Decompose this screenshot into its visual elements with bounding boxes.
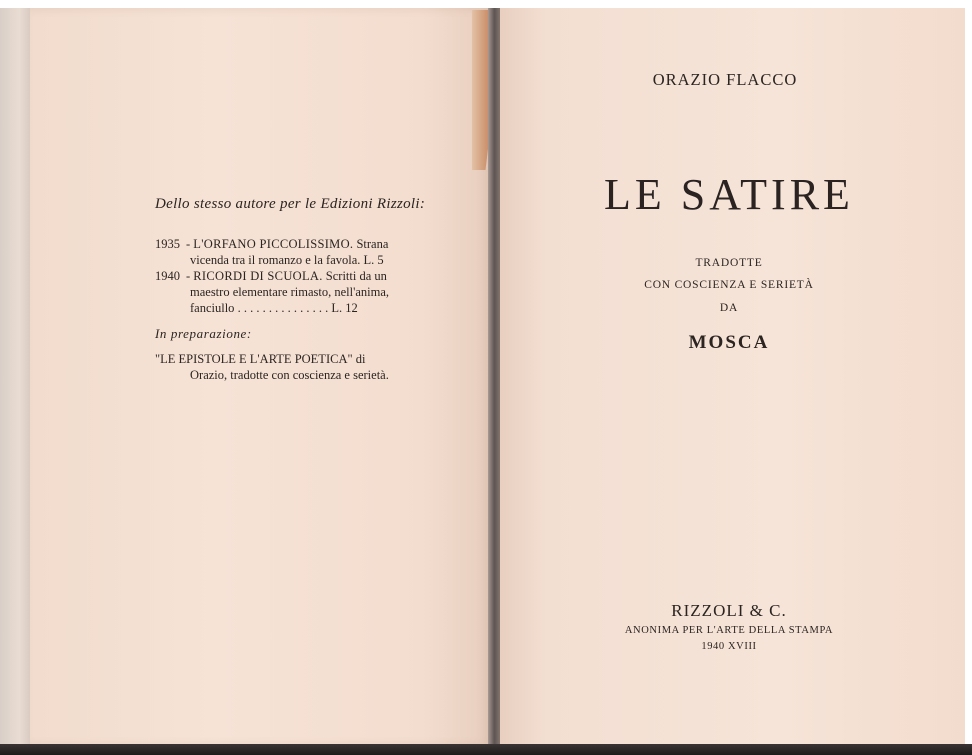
publisher-subtitle: ANONIMA PER L'ARTE DELLA STAMPA	[624, 625, 834, 636]
in-preparation-line: "LE EPISTOLE E L'ARTE POETICA" di	[155, 352, 366, 366]
work-price: L. 5	[363, 253, 384, 267]
book-title: LE SATIRE	[604, 170, 854, 219]
work-desc: Scritti da un	[325, 269, 387, 283]
in-preparation-label: In preparazione:	[155, 326, 252, 341]
scan-bottom-edge	[0, 744, 972, 755]
dot-leader: . . . . . . . . . . . . . . .	[237, 301, 329, 315]
work-desc: fanciullo	[190, 301, 235, 315]
translator-name: MOSCA	[688, 332, 770, 353]
work-desc: Strana	[356, 237, 389, 251]
in-preparation-line: Orazio, tradotte con coscienza e serietà.	[190, 368, 389, 382]
work-title-line: - RICORDI DI SCUOLA. Scritti da un	[186, 269, 387, 283]
work-desc: vicenda tra il romanzo e la favola.	[190, 253, 361, 267]
subtitle-line: DA	[719, 302, 739, 314]
work-title: RICORDI DI SCUOLA.	[193, 269, 323, 283]
work-desc-line: maestro elementare rimasto, nell'anima,	[190, 285, 390, 299]
back-cover-edge	[0, 8, 32, 746]
publication-year: 1940 XVIII	[701, 641, 757, 652]
publisher-name: RIZZOLI & C.	[671, 601, 787, 620]
author-name: ORAZIO FLACCO	[652, 70, 798, 89]
scan-right-margin	[965, 8, 972, 746]
work-year: 1940	[155, 269, 180, 283]
work-title: L'ORFANO PICCOLISSIMO.	[193, 237, 354, 251]
subtitle-line: TRADOTTE	[695, 257, 763, 269]
work-desc-line	[190, 252, 384, 269]
work-year: 1935	[155, 237, 180, 251]
work-price: L. 12	[331, 301, 358, 315]
series-heading: Dello stesso autore per le Edizioni Rizzoli:	[155, 196, 426, 212]
work-title-line: - L'ORFANO PICCOLISSIMO. Strana	[186, 237, 389, 251]
subtitle-line: CON COSCIENZA E SERIETÀ	[644, 279, 814, 291]
work-desc-line	[190, 300, 358, 317]
